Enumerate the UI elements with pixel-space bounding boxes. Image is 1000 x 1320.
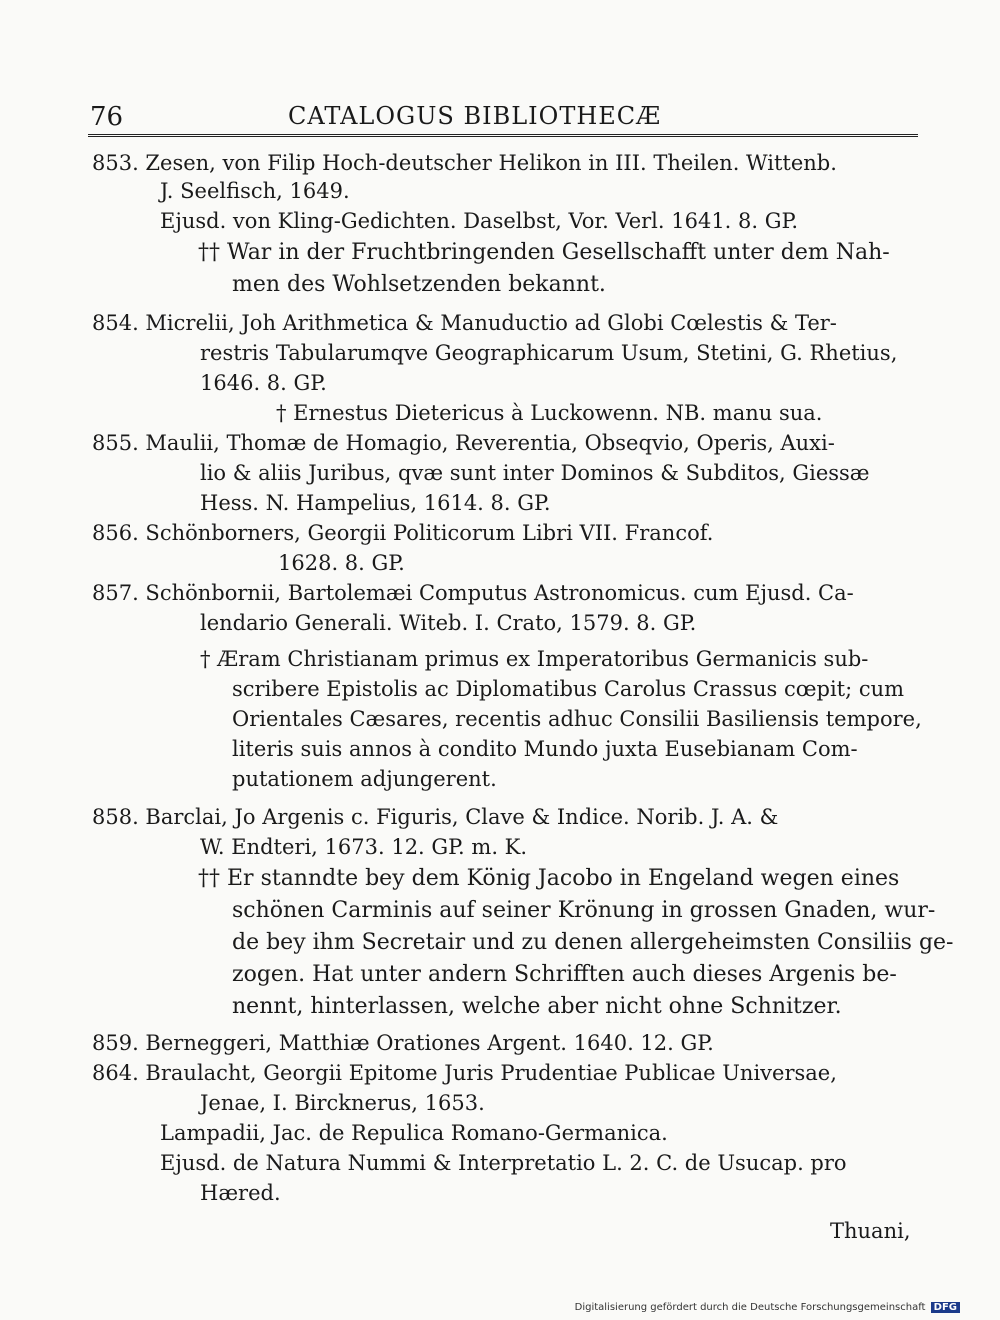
text-line: Hess. N. Hampelius, 1614. 8. GP.: [200, 491, 551, 515]
text-line: scribere Epistolis ac Diplomatibus Carolus Crassus cœpit; cum: [232, 677, 905, 701]
text-line: zogen. Hat unter andern Schrifften auch dieses Argenis be-: [232, 962, 897, 987]
running-title: CATALOGUS BIBLIOTHECÆ: [288, 102, 662, 130]
text-line: lio & aliis Juribus, qvæ sunt inter Dominos & Subditos, Giessæ: [200, 461, 870, 485]
page-header: [90, 96, 920, 136]
text-line: 1646. 8. GP.: [200, 371, 327, 395]
text-line: de bey ihm Secretair und zu denen allergeheimsten Consiliis ge-: [232, 930, 954, 955]
text-line: restris Tabularumqve Geographicarum Usum, Stetini, G. Rhetius,: [200, 341, 898, 365]
footer: [575, 1302, 960, 1313]
text-line: † Ernestus Dietericus à Luckowenn. NB. manu sua.: [276, 401, 823, 425]
header-rule: [88, 134, 918, 137]
text-line: Ejusd. de Natura Nummi & Interpretatio L. 2. C. de Usucap. pro: [160, 1151, 847, 1175]
text-line: 1628. 8. GP.: [278, 551, 405, 575]
text-line: †† War in der Fruchtbringenden Gesellschafft unter dem Nah-: [198, 240, 890, 265]
text-line: 864. Braulacht, Georgii Epitome Juris Prudentiae Publicae Universae,: [92, 1061, 837, 1085]
text-line: putationem adjungerent.: [232, 767, 497, 791]
text-line: † Æram Christianam primus ex Imperatoribus Germanicis sub-: [200, 647, 869, 671]
text-line: Hæred.: [200, 1181, 281, 1205]
text-line: Thuani,: [830, 1219, 911, 1243]
text-line: 855. Maulii, Thomæ de Homagio, Reverentia, Obseqvio, Operis, Auxi-: [92, 431, 835, 455]
text-line: 853. Zesen, von Filip Hoch-deutscher Helikon in III. Theilen. Wittenb.: [92, 151, 837, 175]
text-line: Jenae, I. Bircknerus, 1653.: [200, 1091, 485, 1115]
text-line: schönen Carminis auf seiner Krönung in grossen Gnaden, wur-: [232, 898, 936, 923]
text-line: 859. Berneggeri, Matthiæ Orationes Argent. 1640. 12. GP.: [92, 1031, 714, 1055]
text-line: J. Seelfisch, 1649.: [160, 179, 350, 203]
text-line: Orientales Cæsares, recentis adhuc Consilii Basiliensis tempore,: [232, 707, 922, 731]
text-line: †† Er stanndte bey dem König Jacobo in Engeland wegen eines: [198, 866, 900, 891]
footer-credit: Digitalisierung gefördert durch die Deutsche Forschungsgemeinschaft: [574, 1302, 926, 1313]
text-line: lendario Generali. Witeb. I. Crato, 1579. 8. GP.: [200, 611, 697, 635]
page-number: 76: [90, 102, 124, 132]
text-line: 858. Barclai, Jo Argenis c. Figuris, Clave & Indice. Norib. J. A. &: [92, 805, 779, 829]
text-line: men des Wohlsetzenden bekannt.: [232, 272, 606, 297]
text-line: 857. Schönbornii, Bartolemæi Computus Astronomicus. cum Ejusd. Ca-: [92, 581, 854, 605]
text-line: 856. Schönborners, Georgii Politicorum Libri VII. Francof.: [92, 521, 714, 545]
text-line: Ejusd. von Kling-Gedichten. Daselbst, Vor. Verl. 1641. 8. GP.: [160, 209, 799, 233]
text-line: W. Endteri, 1673. 12. GP. m. K.: [200, 835, 528, 859]
text-line: Lampadii, Jac. de Repulica Romano-Germanica.: [160, 1121, 668, 1145]
text-line: nennt, hinterlassen, welche aber nicht ohne Schnitzer.: [232, 994, 842, 1019]
text-line: 854. Micrelii, Joh Arithmetica & Manuductio ad Globi Cœlestis & Ter-: [92, 311, 837, 335]
text-line: literis suis annos à condito Mundo juxta Eusebianam Com-: [232, 737, 858, 761]
dfg-logo: DFG: [931, 1302, 960, 1313]
